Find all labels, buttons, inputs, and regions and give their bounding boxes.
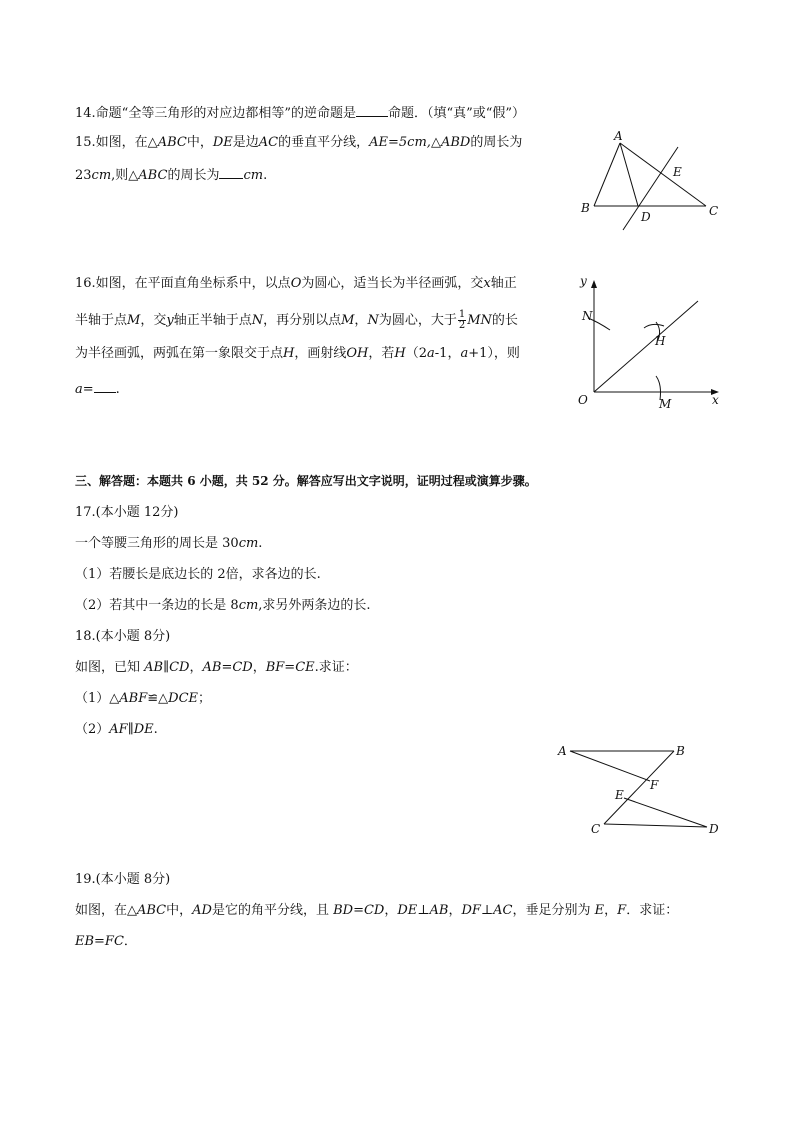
point-label-H: H (655, 334, 666, 348)
answer-blank[interactable] (219, 166, 243, 179)
point-label-M: M (659, 397, 672, 411)
q19-header: 19.(本小题 8分) (75, 872, 171, 887)
point-label-D: D (709, 822, 719, 836)
fraction-one-half: $\frac{1}{2}$ (458, 309, 466, 331)
point-label-D: D (641, 210, 651, 224)
q15-line2: 23cm,则△ABC的周长为 cm. (75, 168, 268, 183)
q16-line1: 16.如图，在平面直角坐标系中，以点O为圆心，适当长为半径画弧，交x轴正 (75, 276, 517, 291)
q16-line2: 半轴于点M，交y轴正半轴于点N，再分别以点M，N为圆心，大于 $\frac{1}{2}$ MN的长 (75, 309, 518, 331)
q16-line4: a= . (75, 382, 120, 397)
section-3-heading: 三、解答题：本题共 6 小题，共 52 分。解答应写出文字说明，证明过程或演算步骤。 (75, 474, 537, 488)
point-label-B: B (581, 201, 590, 215)
axis-label-y: y (580, 274, 587, 288)
point-label-F: F (650, 778, 659, 792)
q19-line2: EB=FC． (75, 934, 137, 949)
q15-line1: 15.如图，在△ABC中，DE是边AC的垂直平分线，AE=5cm,△ABD的周长为 (75, 135, 523, 150)
point-label-E: E (615, 788, 624, 802)
q19-line1: 如图，在△ABC中，AD是它的角平分线，且 BD=CD，DE⊥AB，DF⊥AC，垂足分别为 E，F．求证： (75, 903, 679, 918)
point-label-A: A (614, 129, 623, 143)
point-label-C: C (591, 822, 601, 836)
q17-part2: （2）若其中一条边的长是 8cm,求另外两条边的长. (75, 598, 371, 613)
axis-label-x: x (712, 393, 719, 407)
point-label-E: E (673, 165, 682, 179)
q16-line3: 为半径画弧，两弧在第一象限交于点H，画射线OH，若H（2a-1，a+1），则 (75, 346, 520, 361)
q18-figure (552, 738, 732, 842)
q14-text: 14.命题“全等三角形的对应边都相等”的逆命题是 命题．（填“真”或“假”） (75, 106, 526, 121)
q18-header: 18.(本小题 8分) (75, 629, 171, 644)
point-label-A: A (558, 744, 567, 758)
q17-stem: 一个等腰三角形的周长是 30cm. (75, 536, 263, 551)
q16-coordinate-figure (572, 270, 732, 415)
q17-part1: （1）若腰长是底边长的 2倍，求各边的长. (75, 567, 321, 582)
q15-triangle-figure (570, 128, 730, 236)
answer-blank[interactable] (356, 104, 388, 117)
q18-stem: 如图，已知 AB∥CD，AB=CD，BF=CE.求证： (75, 660, 358, 675)
point-label-C: C (709, 204, 719, 218)
q18-part1: （1）△ABF≌△DCE； (75, 691, 212, 706)
answer-blank[interactable] (94, 380, 116, 393)
q18-part2: （2）AF∥DE. (75, 722, 158, 737)
point-label-N: N (582, 309, 593, 323)
q17-header: 17.(本小题 12分) (75, 505, 179, 520)
point-label-B: B (676, 744, 685, 758)
point-label-O: O (578, 393, 588, 407)
